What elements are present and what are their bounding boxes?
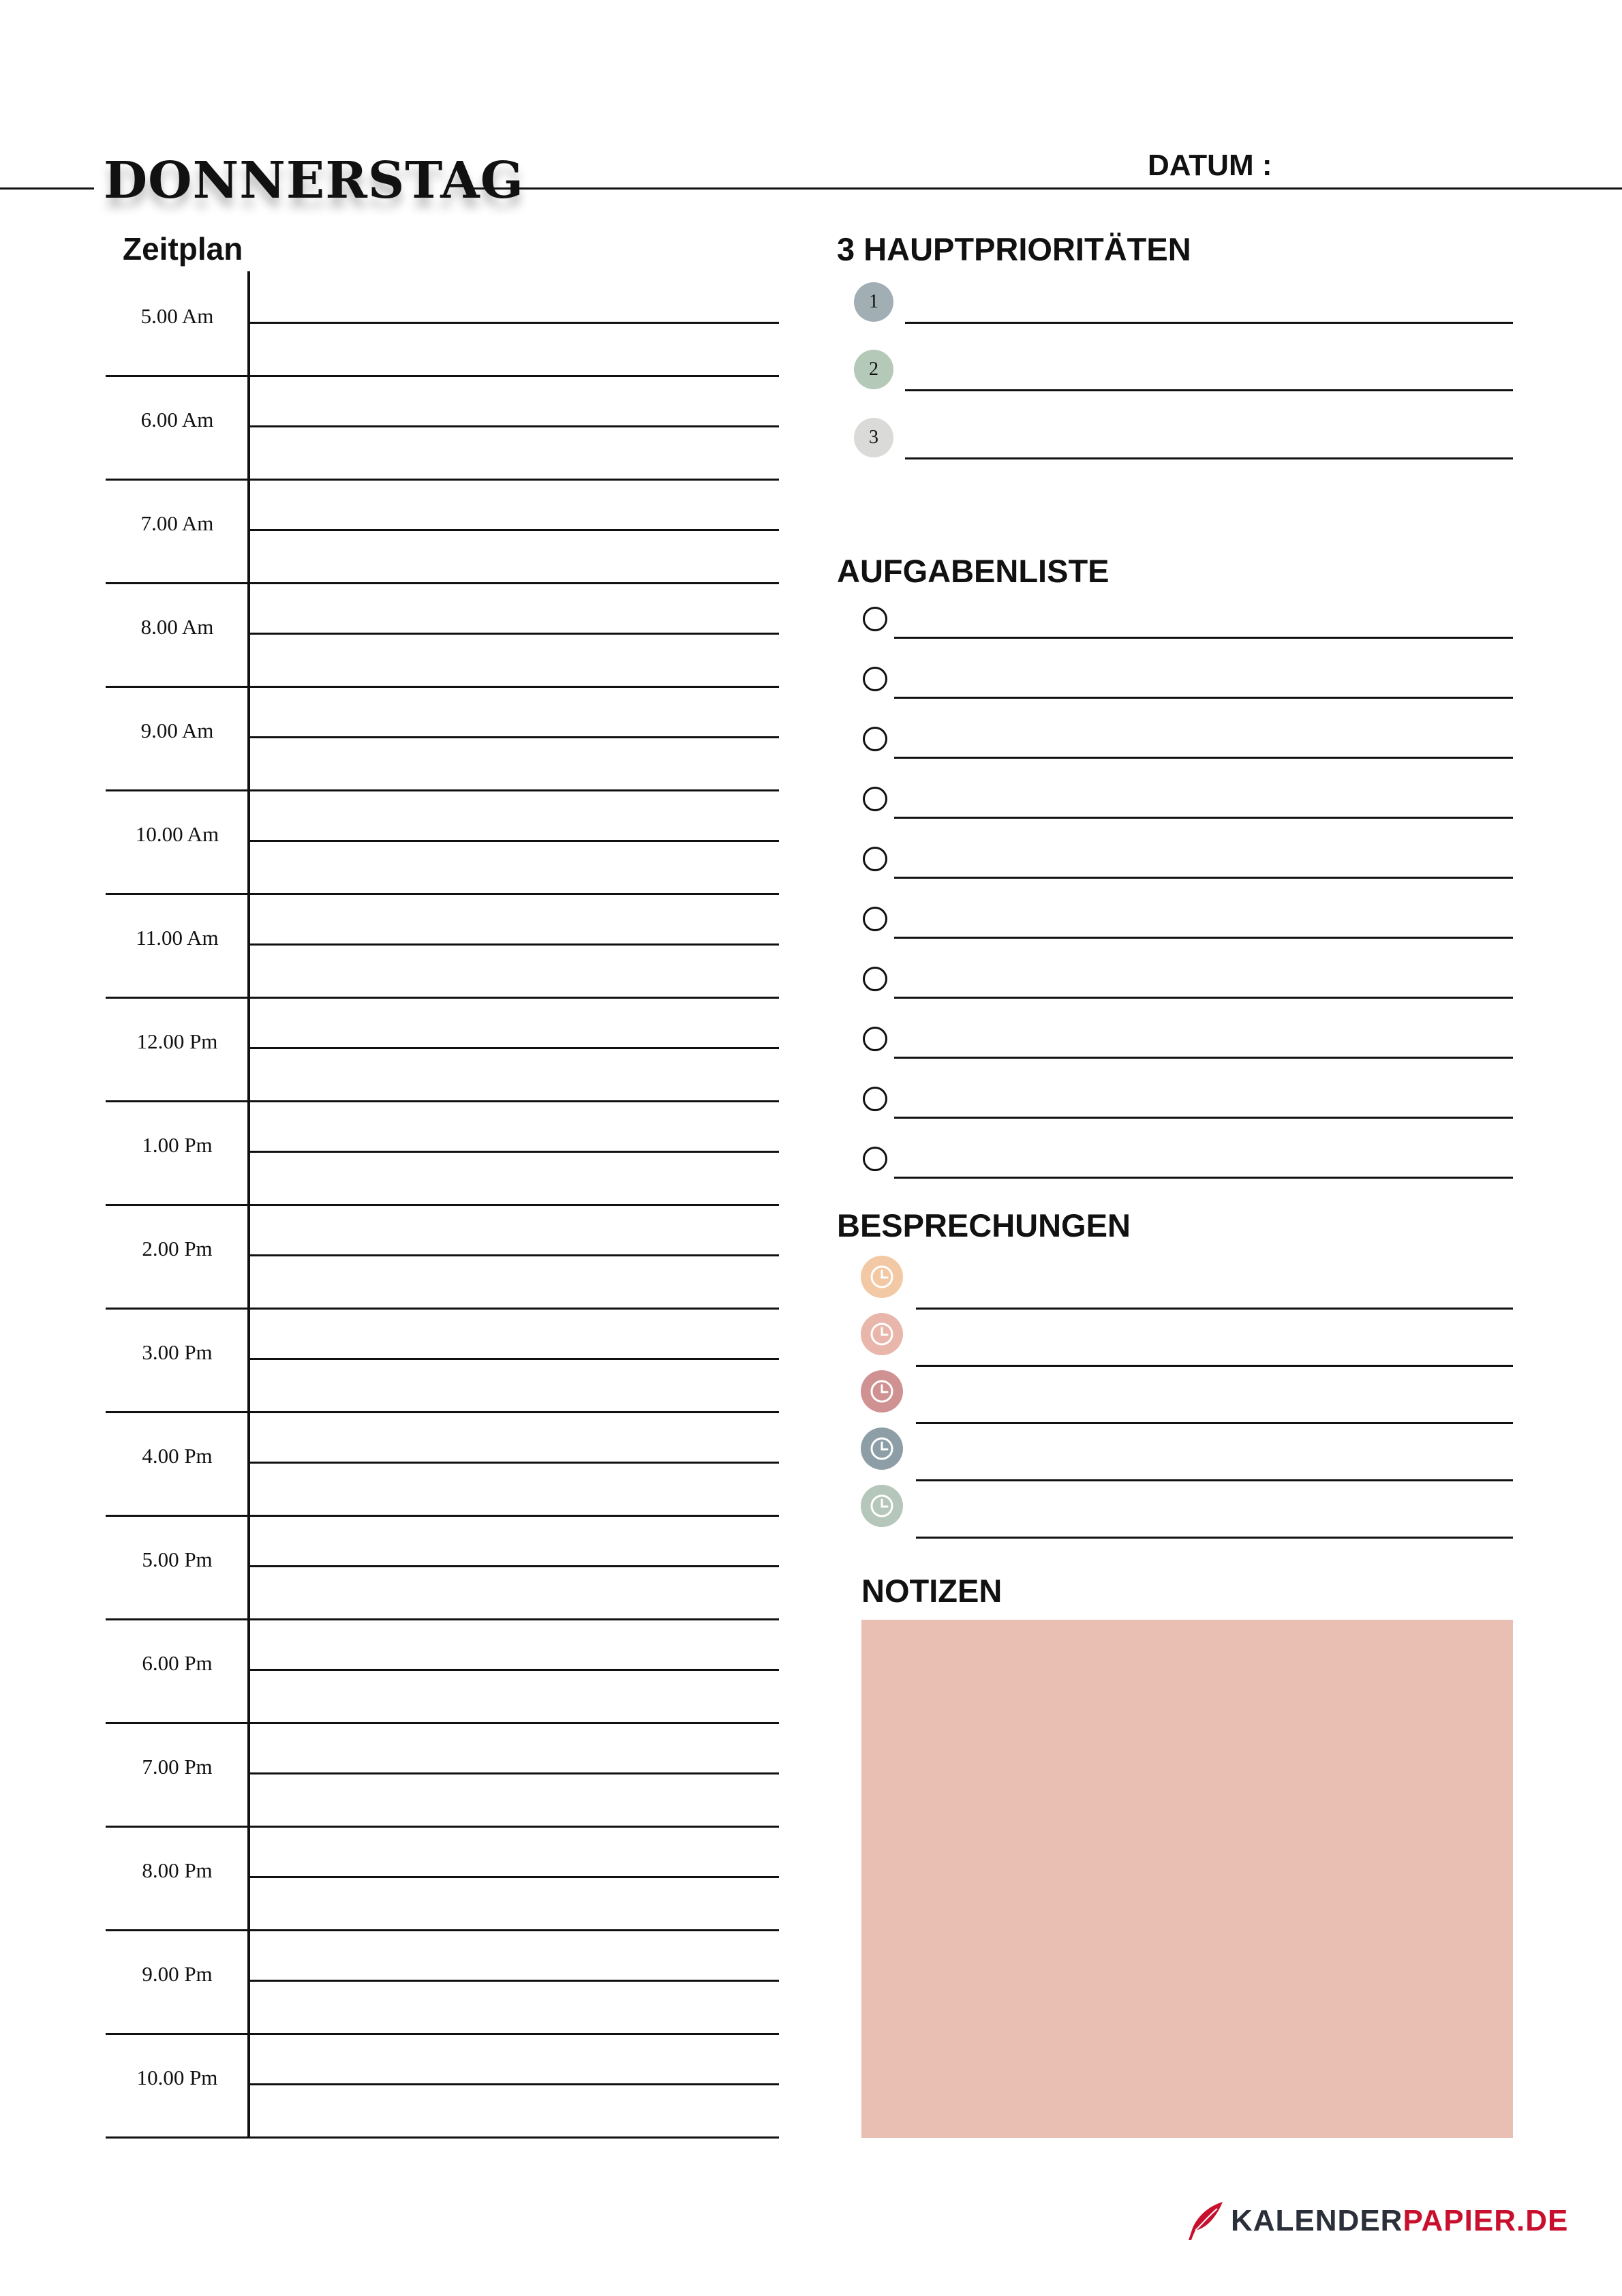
schedule-time-label: 4.00 Pm xyxy=(142,1444,213,1468)
task-checkbox[interactable] xyxy=(863,847,887,871)
schedule-row-divider xyxy=(106,1722,779,1724)
header-rule-left xyxy=(0,187,94,190)
schedule-time-label: 5.00 Am xyxy=(140,304,214,328)
schedule-row-divider xyxy=(106,1411,779,1413)
feather-icon xyxy=(1186,2201,1225,2241)
schedule-row-divider xyxy=(106,1204,779,1206)
schedule-entry-line[interactable] xyxy=(249,840,779,842)
schedule-row-divider xyxy=(106,997,779,999)
schedule-entry-line[interactable] xyxy=(249,529,779,531)
clock-icon xyxy=(861,1428,903,1470)
schedule-row-divider xyxy=(106,1826,779,1828)
schedule-time-label: 7.00 Am xyxy=(140,511,214,535)
schedule-entry-line[interactable] xyxy=(249,1047,779,1049)
logo-text-part2: PAPIER.DE xyxy=(1403,2204,1569,2237)
schedule-time-label: 11.00 Am xyxy=(136,926,219,950)
task-checkbox[interactable] xyxy=(863,727,887,751)
task-checkbox[interactable] xyxy=(863,607,887,631)
schedule-row-divider xyxy=(106,479,779,481)
schedule-entry-line[interactable] xyxy=(249,425,779,427)
schedule-time-label: 5.00 Pm xyxy=(142,1547,213,1571)
clock-icon xyxy=(861,1370,903,1413)
schedule-time-label: 3.00 Pm xyxy=(142,1340,213,1364)
brand-logo xyxy=(1186,2201,1568,2241)
priority-number-badge: 1 xyxy=(854,282,893,322)
tasks-heading: AUFGABENLISTE xyxy=(837,553,1110,589)
schedule-row-divider xyxy=(106,789,779,791)
schedule-entry-line[interactable] xyxy=(249,1151,779,1153)
schedule-row-divider xyxy=(106,1308,779,1310)
schedule-entry-line[interactable] xyxy=(249,1565,779,1567)
schedule-row-divider xyxy=(106,686,779,688)
schedule-time-label: 2.00 Pm xyxy=(142,1237,213,1260)
schedule-entry-line[interactable] xyxy=(249,1462,779,1464)
task-entry-line[interactable] xyxy=(894,637,1513,639)
schedule-entry-line[interactable] xyxy=(249,943,779,946)
schedule-time-label: 9.00 Am xyxy=(140,719,214,742)
task-checkbox[interactable] xyxy=(863,667,887,691)
clock-icon xyxy=(861,1485,903,1527)
schedule-time-label: 10.00 Pm xyxy=(136,2066,218,2089)
clock-icon xyxy=(861,1313,903,1355)
schedule-time-label: 1.00 Pm xyxy=(142,1133,213,1157)
schedule-row-divider xyxy=(106,1929,779,1931)
notes-heading: NOTIZEN xyxy=(861,1573,1003,1609)
task-checkbox[interactable] xyxy=(863,967,887,991)
task-entry-line[interactable] xyxy=(894,937,1513,939)
priority-entry-line[interactable] xyxy=(905,389,1513,391)
schedule-time-label: 9.00 Pm xyxy=(142,1962,213,1986)
task-entry-line[interactable] xyxy=(894,1117,1513,1119)
schedule-time-label: 10.00 Am xyxy=(135,822,219,846)
meetings-heading: BESPRECHUNGEN xyxy=(837,1207,1131,1243)
priorities-heading: 3 HAUPTPRIORITÄTEN xyxy=(837,231,1191,267)
schedule-entry-line[interactable] xyxy=(249,633,779,635)
task-entry-line[interactable] xyxy=(894,1177,1513,1179)
schedule-time-label: 8.00 Am xyxy=(140,615,214,639)
schedule-entry-line[interactable] xyxy=(249,2083,779,2085)
task-checkbox[interactable] xyxy=(863,1027,887,1051)
task-checkbox[interactable] xyxy=(863,1147,887,1171)
meeting-entry-line[interactable] xyxy=(916,1308,1513,1310)
schedule-entry-line[interactable] xyxy=(249,1358,779,1360)
schedule-entry-line[interactable] xyxy=(249,322,779,324)
logo-text-part1: KALENDER xyxy=(1231,2204,1403,2237)
schedule-row-divider xyxy=(106,1100,779,1102)
meeting-entry-line[interactable] xyxy=(916,1365,1513,1367)
task-entry-line[interactable] xyxy=(894,817,1513,819)
date-label: DATUM : xyxy=(1148,149,1272,182)
schedule-heading: Zeitplan xyxy=(123,231,243,267)
schedule-entry-line[interactable] xyxy=(249,1772,779,1774)
schedule-entry-line[interactable] xyxy=(249,1669,779,1671)
schedule-row-divider xyxy=(106,2136,779,2139)
task-entry-line[interactable] xyxy=(894,757,1513,759)
schedule-entry-line[interactable] xyxy=(249,1876,779,1878)
meeting-entry-line[interactable] xyxy=(916,1422,1513,1424)
schedule-entry-line[interactable] xyxy=(249,1254,779,1256)
clock-icon xyxy=(861,1256,903,1298)
schedule-time-label: 6.00 Pm xyxy=(142,1651,213,1675)
task-checkbox[interactable] xyxy=(863,1087,887,1111)
day-title: DONNERSTAG xyxy=(104,151,524,210)
schedule-row-divider xyxy=(106,1618,779,1620)
header-rule-right xyxy=(468,187,1622,190)
schedule-entry-line[interactable] xyxy=(249,1980,779,1982)
schedule-row-divider xyxy=(106,1515,779,1517)
schedule-time-label: 6.00 Am xyxy=(140,408,214,432)
meeting-entry-line[interactable] xyxy=(916,1537,1513,1539)
task-entry-line[interactable] xyxy=(894,997,1513,999)
task-checkbox[interactable] xyxy=(863,787,887,811)
priority-entry-line[interactable] xyxy=(905,457,1513,459)
schedule-row-divider xyxy=(106,582,779,584)
schedule-time-label: 7.00 Pm xyxy=(142,1755,213,1779)
schedule-time-label: 8.00 Pm xyxy=(142,1858,213,1882)
schedule-row-divider xyxy=(106,893,779,895)
task-checkbox[interactable] xyxy=(863,907,887,931)
meeting-entry-line[interactable] xyxy=(916,1479,1513,1481)
schedule-row-divider xyxy=(106,2033,779,2035)
priority-number-badge: 2 xyxy=(854,350,893,389)
task-entry-line[interactable] xyxy=(894,877,1513,879)
notes-area[interactable] xyxy=(861,1620,1513,2138)
task-entry-line[interactable] xyxy=(894,1057,1513,1059)
task-entry-line[interactable] xyxy=(894,697,1513,699)
schedule-time-label: 12.00 Pm xyxy=(136,1029,218,1053)
schedule-entry-line[interactable] xyxy=(249,736,779,738)
priority-entry-line[interactable] xyxy=(905,322,1513,324)
schedule-row-divider xyxy=(106,375,779,377)
priority-number-badge: 3 xyxy=(854,418,893,457)
